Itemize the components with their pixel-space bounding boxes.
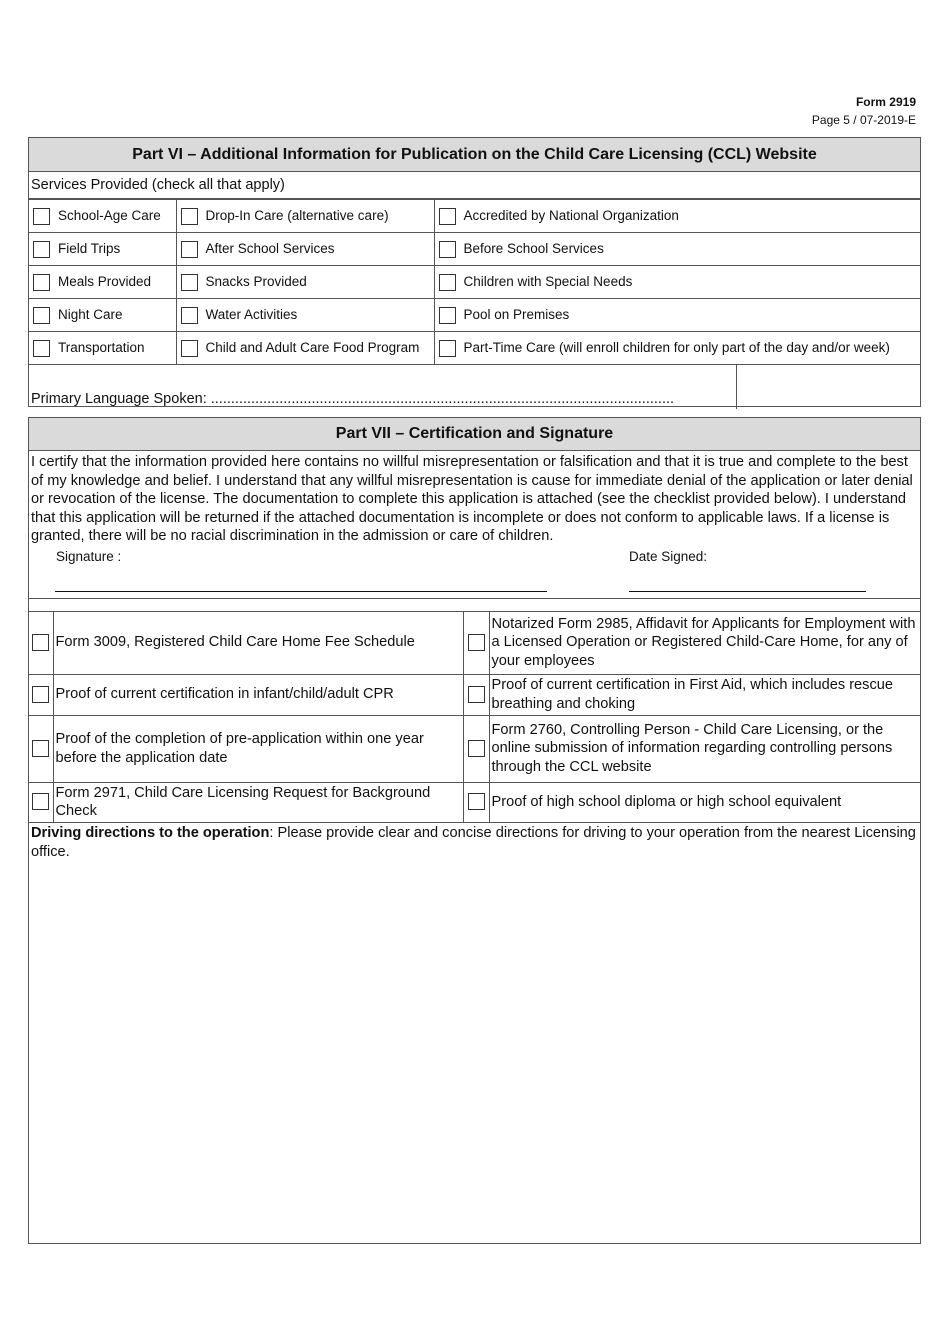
checkbox[interactable] bbox=[32, 740, 49, 757]
checkbox[interactable] bbox=[33, 274, 50, 291]
checkbox[interactable] bbox=[33, 241, 50, 258]
checkbox[interactable] bbox=[439, 274, 456, 291]
checklist-row bbox=[29, 611, 920, 674]
service-label: Part-Time Care (will enroll children for only part of the day and/or week) bbox=[463, 339, 890, 355]
service-part-time[interactable] bbox=[434, 332, 920, 365]
service-label: Water Activities bbox=[205, 306, 298, 322]
primary-language-label: Primary Language Spoken: ................................................................................................................... bbox=[31, 391, 675, 407]
checkbox[interactable] bbox=[468, 634, 485, 651]
services-row bbox=[29, 233, 920, 266]
service-pool[interactable] bbox=[434, 299, 920, 332]
checkbox[interactable] bbox=[439, 307, 456, 324]
form-number: Form 2919 bbox=[855, 95, 916, 109]
service-label: Night Care bbox=[58, 306, 123, 322]
services-row bbox=[29, 299, 920, 332]
checkbox[interactable] bbox=[181, 340, 198, 357]
checklist-cell[interactable] bbox=[29, 782, 53, 822]
service-field-trips[interactable] bbox=[29, 233, 176, 266]
service-label: Accredited by National Organization bbox=[463, 207, 679, 223]
signature-row bbox=[29, 546, 920, 598]
primary-language-row bbox=[29, 365, 920, 409]
checkbox[interactable] bbox=[181, 307, 198, 324]
services-label: Services Provided (check all that apply) bbox=[29, 172, 920, 199]
checklist-cell[interactable] bbox=[29, 611, 53, 674]
service-label: Child and Adult Care Food Program bbox=[205, 339, 420, 355]
services-row bbox=[29, 266, 920, 299]
part-vi-title: Part VI – Additional Information for Publication on the Child Care Licensing (CCL) Website bbox=[29, 138, 920, 172]
checkbox[interactable] bbox=[33, 208, 50, 225]
checkbox[interactable] bbox=[33, 340, 50, 357]
checkbox[interactable] bbox=[33, 307, 50, 324]
services-row bbox=[29, 332, 920, 365]
part-vii-title: Part VII – Certification and Signature bbox=[29, 418, 920, 451]
checklist-cell[interactable] bbox=[29, 674, 53, 715]
checkbox[interactable] bbox=[439, 241, 456, 258]
checkbox[interactable] bbox=[32, 634, 49, 651]
service-label: Transportation bbox=[58, 339, 145, 355]
service-meals[interactable] bbox=[29, 266, 176, 299]
checkbox[interactable] bbox=[181, 274, 198, 291]
checkbox[interactable] bbox=[32, 686, 49, 703]
divider bbox=[29, 598, 920, 611]
checklist-cell[interactable] bbox=[463, 674, 489, 715]
checklist-row bbox=[29, 782, 920, 822]
service-food-program[interactable] bbox=[176, 332, 434, 365]
service-accredited[interactable] bbox=[434, 200, 920, 233]
checklist-item: Notarized Form 2985, Affidavit for Applicants for Employment with a Licensed Operation or Registered Child-Care Home, for any of your employees bbox=[489, 611, 920, 674]
driving-directions-field[interactable] bbox=[29, 823, 920, 863]
date-signed-field[interactable] bbox=[629, 591, 866, 592]
service-label: Meals Provided bbox=[58, 273, 152, 289]
part-vi-section bbox=[28, 137, 921, 407]
checkbox[interactable] bbox=[181, 241, 198, 258]
service-snacks[interactable] bbox=[176, 266, 434, 299]
checklist-item: Proof of current certification in infant/child/adult CPR bbox=[53, 674, 463, 715]
service-label: Snacks Provided bbox=[205, 273, 307, 289]
document-checklist bbox=[29, 611, 920, 823]
checklist-cell[interactable] bbox=[463, 715, 489, 782]
checklist-cell[interactable] bbox=[29, 715, 53, 782]
service-after-school[interactable] bbox=[176, 233, 434, 266]
checkbox[interactable] bbox=[181, 208, 198, 225]
service-label: Pool on Premises bbox=[463, 306, 570, 322]
page-info: Page 5 / 07-2019-E bbox=[811, 113, 916, 127]
checklist-row bbox=[29, 715, 920, 782]
service-night-care[interactable] bbox=[29, 299, 176, 332]
service-before-school[interactable] bbox=[434, 233, 920, 266]
service-special-needs[interactable] bbox=[434, 266, 920, 299]
checkbox[interactable] bbox=[468, 686, 485, 703]
signature-field[interactable] bbox=[55, 591, 547, 592]
service-school-age-care[interactable] bbox=[29, 200, 176, 233]
service-transportation[interactable] bbox=[29, 332, 176, 365]
service-label: School-Age Care bbox=[58, 207, 161, 223]
checklist-item: Proof of the completion of pre-application within one year before the application date bbox=[53, 715, 463, 782]
checkbox[interactable] bbox=[468, 740, 485, 757]
checkbox[interactable] bbox=[439, 340, 456, 357]
service-label: After School Services bbox=[205, 240, 335, 256]
service-label: Drop-In Care (alternative care) bbox=[205, 207, 389, 223]
service-water-activities[interactable] bbox=[176, 299, 434, 332]
checklist-item: Form 3009, Registered Child Care Home Fee Schedule bbox=[53, 611, 463, 674]
checklist-item: Proof of high school diploma or high school equivalent bbox=[489, 782, 920, 822]
service-label: Field Trips bbox=[58, 240, 121, 256]
checklist-item: Form 2971, Child Care Licensing Request for Background Check bbox=[53, 782, 463, 822]
services-row bbox=[29, 200, 920, 233]
service-label: Children with Special Needs bbox=[463, 273, 633, 289]
service-label: Before School Services bbox=[463, 240, 604, 256]
signature-label: Signature : bbox=[56, 548, 122, 564]
checkbox[interactable] bbox=[439, 208, 456, 225]
checklist-item: Form 2760, Controlling Person - Child Care Licensing, or the online submission of information regarding controlling persons through the CCL website bbox=[489, 715, 920, 782]
checklist-cell[interactable] bbox=[463, 611, 489, 674]
checkbox[interactable] bbox=[32, 793, 49, 810]
service-drop-in-care[interactable] bbox=[176, 200, 434, 233]
driving-directions-heading: Driving directions to the operation bbox=[31, 824, 270, 841]
checklist-row bbox=[29, 674, 920, 715]
part-vii-section bbox=[28, 417, 921, 1244]
date-signed-label: Date Signed: bbox=[629, 548, 708, 564]
checkbox[interactable] bbox=[468, 793, 485, 810]
checklist-item: Proof of current certification in First Aid, which includes rescue breathing and choking bbox=[489, 674, 920, 715]
checklist-cell[interactable] bbox=[463, 782, 489, 822]
services-table bbox=[29, 199, 920, 365]
certification-text: I certify that the information provided here contains no willful misrepresentation or falsification and that it is true and complete to the best of my knowledge and belief. I understand that any willful misrepresentation is cause for immediate denial of the application or later denial or revocation of the license. The documentation to complete this application is attached (see the checklist provided below). I understand that this application will be returned if the attached documentation is incomplete or does not conform to applicable laws. If a license is granted, there will be no racial discrimination in the admission or care of children. bbox=[31, 454, 913, 544]
driving-directions-instructions: : Please provide clear and concise directions for driving to your operation from the nearest Licensing office. bbox=[31, 824, 916, 860]
primary-language-field[interactable] bbox=[736, 365, 920, 409]
